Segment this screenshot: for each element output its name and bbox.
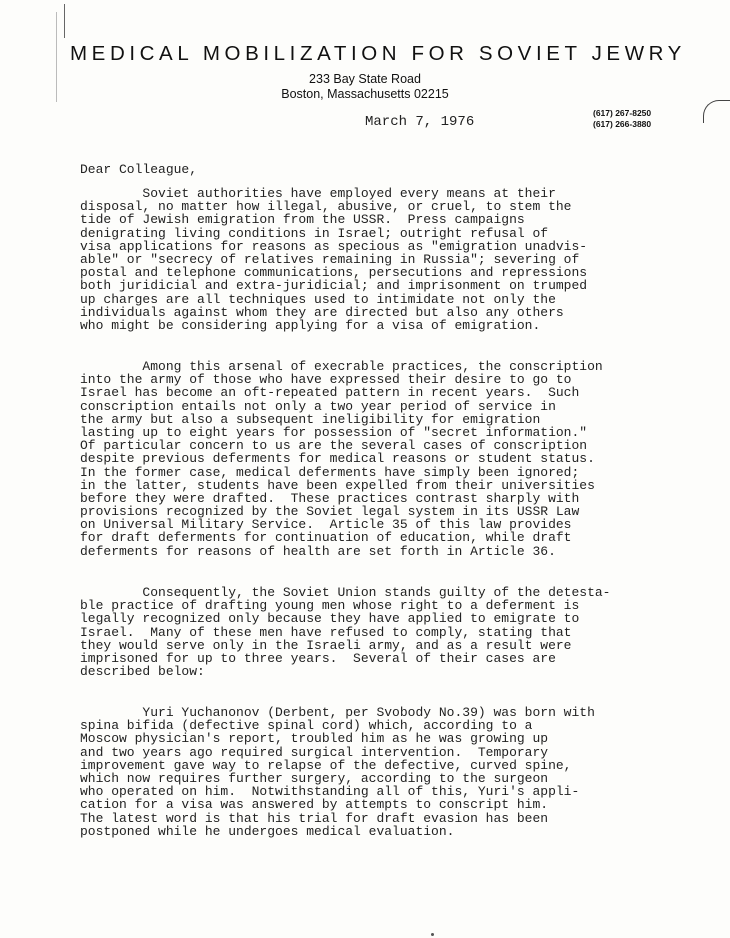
text-line: described below:	[80, 664, 205, 680]
text-line: the army but also a subsequent ineligibility for emigration	[80, 411, 541, 427]
text-line: who might be considering applying for a visa of emigration.	[80, 317, 541, 333]
paragraph-1	[80, 187, 660, 332]
letter-date: March 7, 1976	[365, 114, 475, 130]
text-line: legally recognized only because they have applied to emigrate to	[80, 611, 580, 627]
text-line: In the former case, medical deferments have simply been ignored;	[80, 464, 580, 480]
text-line: into the army of those who have expressed their desire to go to	[80, 372, 572, 388]
paragraph-4	[80, 706, 660, 838]
text-line: before they were drafted. These practices contrast sharply with	[80, 490, 580, 506]
paragraph-3	[80, 586, 660, 678]
phone-number-1: (617) 267-8250	[593, 108, 652, 118]
text-line: which now requires further surgery, according to the surgeon	[80, 770, 549, 786]
text-line: cation for a visa was answered by attempts to conscript him.	[80, 797, 549, 813]
text-line: Of particular concern to us are the several cases of conscription	[80, 438, 588, 454]
text-line: on Universal Military Service. Article 35 of this law provides	[80, 517, 572, 533]
phone-number-2: (617) 266-3880	[593, 119, 652, 129]
text-line: in the latter, students have been expelled from their universities	[80, 477, 595, 493]
text-line: Yuri Yuchanonov (Derbent, per Svobody No.39) was born with	[80, 705, 595, 720]
corner-mark	[703, 100, 730, 123]
text-line: despite previous deferments for medical reasons or student status.	[80, 451, 595, 467]
margin-mark	[64, 4, 65, 38]
text-line: provisions recognized by the Soviet legal system in its USSR Law	[80, 504, 580, 520]
text-line: Israel. Many of these men have refused to comply, stating that	[80, 624, 572, 640]
margin-mark	[56, 12, 57, 102]
text-line: Moscow physician's report, troubled him as he was growing up	[80, 731, 549, 747]
text-line: spina bifida (defective spinal cord) which, according to a	[80, 718, 533, 734]
text-line: disposal, no matter how illegal, abusive, or cruel, to stem the	[80, 199, 572, 215]
text-line: Israel has become an oft-repeated pattern in recent years. Such	[80, 385, 580, 401]
text-line: improvement gave way to relapse of the defective, curved spine,	[80, 757, 572, 773]
text-line: up charges are all techniques used to intimidate not only the	[80, 291, 556, 307]
text-line: Soviet authorities have employed every means at their	[80, 186, 556, 201]
text-line: postal and telephone communications, persecutions and repressions	[80, 265, 588, 281]
text-line: for draft deferments for continuation of education, while draft	[80, 530, 572, 546]
text-line: visa applications for reasons as specious as "emigration unadvis-	[80, 238, 588, 254]
address-line-2: Boston, Massachusetts 02215	[281, 87, 449, 101]
text-line: imprisoned for up to three years. Several of their cases are	[80, 650, 556, 666]
text-line: deferments for reasons of health are set forth in Article 36.	[80, 543, 556, 559]
text-line: who operated on him. Notwithstanding all of this, Yuri's appli-	[80, 784, 580, 800]
organization-name: MEDICAL MOBILIZATION FOR SOVIET JEWRY	[70, 42, 686, 65]
text-line: tide of Jewish emigration from the USSR. Press campaigns	[80, 212, 525, 228]
page-dot	[431, 933, 434, 936]
text-line: able" or "secrecy of relatives remaining in Russia"; severing of	[80, 251, 580, 267]
text-line: both juridicial and extra-juridicial; and imprisonment on trumped	[80, 278, 588, 294]
text-line: Among this arsenal of execrable practices, the conscription	[80, 359, 603, 374]
text-line: lasting up to eight years for possession of "secret information."	[80, 424, 588, 440]
text-line: they would serve only in the Israeli army, and as a result were	[80, 637, 572, 653]
text-line: individuals against whom they are directed but also any others	[80, 304, 564, 320]
paragraph-2	[80, 360, 660, 558]
text-line: denigrating living conditions in Israel; outright refusal of	[80, 225, 549, 241]
text-line: and two years ago required surgical intervention. Temporary	[80, 744, 549, 760]
address-line-1: 233 Bay State Road	[309, 72, 421, 86]
salutation: Dear Colleague,	[80, 162, 198, 177]
text-line: conscription entails not only a two year period of service in	[80, 398, 556, 414]
text-line: The latest word is that his trial for draft evasion has been	[80, 810, 549, 826]
text-line: ble practice of drafting young men whose right to a deferment is	[80, 598, 580, 614]
text-line: postponed while he undergoes medical evaluation.	[80, 823, 455, 839]
text-line: Consequently, the Soviet Union stands guilty of the detesta-	[80, 585, 611, 600]
